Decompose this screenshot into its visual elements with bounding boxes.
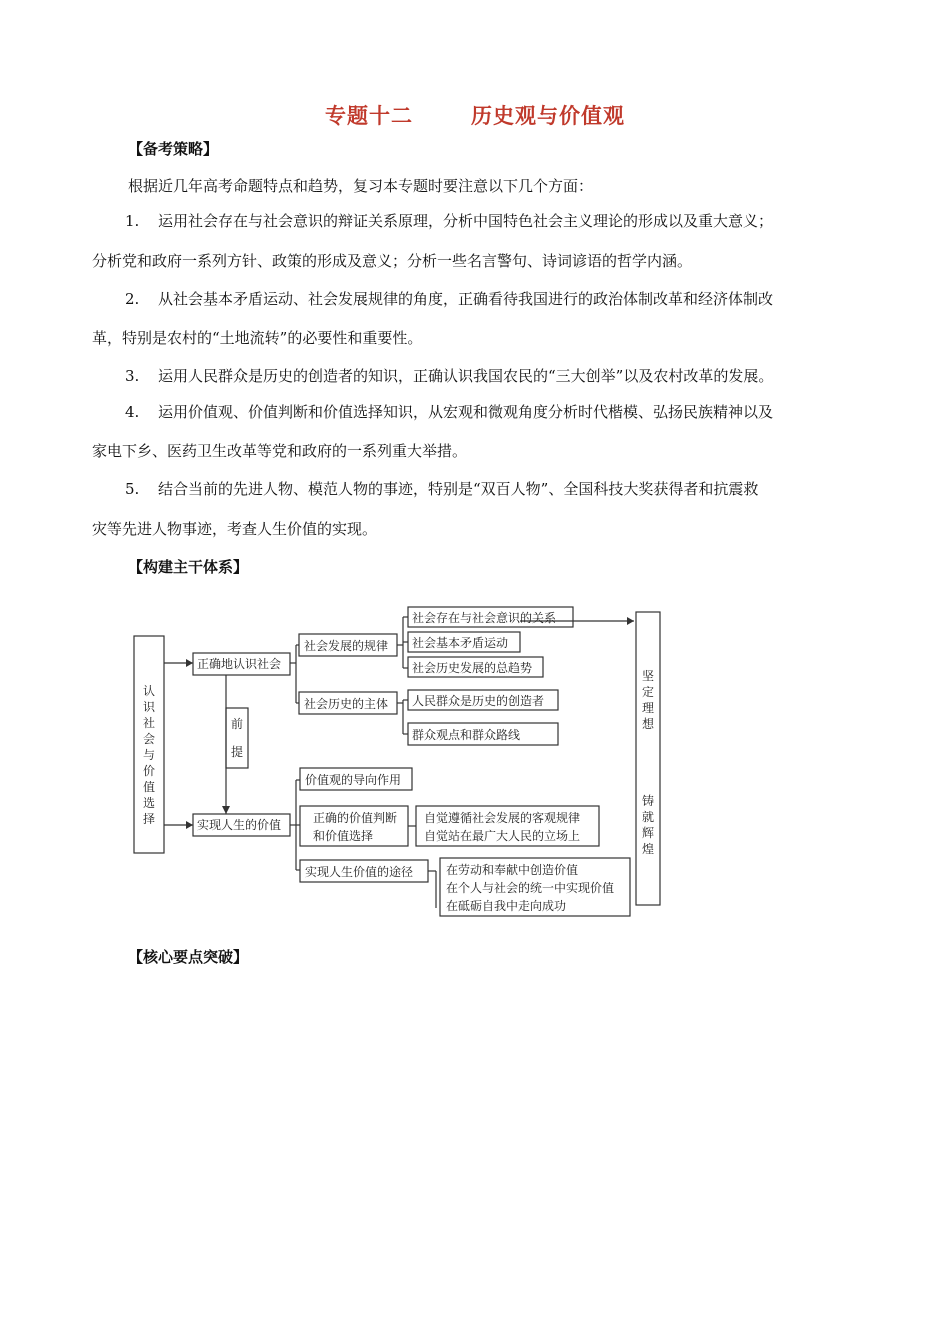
subject-label: 社会历史的主体 [304, 697, 389, 711]
left-char: 认 [142, 684, 156, 698]
item-text-continued: 革，特别是农村的“土地流转”的必要性和重要性。 [92, 329, 423, 347]
title-part-1: 专题十二 [325, 104, 413, 128]
left-char: 值 [142, 780, 156, 794]
law-item: 社会历史发展的总趋势 [412, 661, 533, 675]
item-text-continued: 分析党和政府一系列方针、政策的形成及意义；分析一些名言警句、诗词谚语的哲学内涵。 [92, 252, 693, 270]
item-number: 4. [125, 403, 140, 421]
item-number: 2. [125, 290, 140, 308]
item-number: 5. [125, 480, 140, 498]
right-char: 理 [641, 701, 655, 715]
right-char: 想 [641, 717, 655, 731]
know-society-label: 正确地认识社会 [197, 657, 282, 671]
guide-label: 价值观的导向作用 [305, 773, 402, 787]
item-text: 运用人民群众是历史的创造者的知识，正确认识我国农民的“三大创举”以及农村改革的发展。 [158, 367, 774, 385]
subject-item: 群众观点和群众路线 [412, 728, 521, 742]
item-text: 结合当前的先进人物、模范人物的事迹，特别是“双百人物”、全国科技大奖获得者和抗震救 [158, 480, 759, 498]
left-char: 识 [142, 700, 156, 714]
left-char: 社 [142, 716, 156, 730]
section-heading-core: 【核心要点突破】 [128, 948, 249, 966]
item-text-continued: 家电下乡、医药卫生改革等党和政府的一系列重大举措。 [92, 442, 468, 460]
right-char: 铸 [641, 794, 655, 808]
right-char: 定 [641, 685, 655, 699]
item-number: 1. [125, 212, 140, 230]
path-item: 在劳动和奉献中创造价值 [446, 863, 579, 877]
law-label: 社会发展的规律 [304, 639, 389, 653]
left-char: 选 [142, 796, 156, 810]
intro-paragraph: 根据近几年高考命题特点和趋势，复习本专题时要注意以下几个方面： [128, 177, 594, 195]
path-item: 在个人与社会的统一中实现价值 [446, 881, 615, 895]
law-item: 社会存在与社会意识的关系 [412, 611, 557, 625]
item-text: 从社会基本矛盾运动、社会发展规律的角度，正确看待我国进行的政治体制改革和经济体制改 [158, 290, 774, 308]
right-char: 辉 [641, 826, 655, 840]
realize-value-label: 实现人生的价值 [197, 818, 282, 832]
item-text: 运用价值观、价值判断和价值选择知识，从宏观和微观角度分析时代楷模、弘扬民族精神以及 [158, 403, 774, 421]
law-item: 社会基本矛盾运动 [412, 636, 509, 650]
premise-char: 提 [230, 745, 244, 759]
subject-item: 人民群众是历史的创造者 [412, 694, 545, 708]
judge-item: 自觉遵循社会发展的客观规律 [424, 811, 581, 825]
judge-label: 正确的价值判断 [313, 811, 398, 825]
left-char: 与 [142, 748, 156, 762]
right-char: 煌 [641, 842, 655, 856]
title-part-2: 历史观与价值观 [471, 104, 625, 128]
left-char: 会 [142, 732, 156, 746]
right-box [636, 612, 660, 905]
left-char: 择 [142, 812, 156, 826]
item-number: 3. [125, 367, 140, 385]
item-text: 运用社会存在与社会意识的辩证关系原理，分析中国特色社会主义理论的形成以及重大意义； [158, 212, 774, 230]
item-text-continued: 灾等先进人物事迹，考查人生价值的实现。 [92, 520, 378, 538]
section-heading-strategy: 【备考策略】 [128, 140, 219, 158]
judge-item: 自觉站在最广大人民的立场上 [424, 829, 581, 843]
right-char: 就 [641, 810, 655, 824]
right-char: 坚 [641, 669, 655, 683]
left-char: 价 [142, 764, 156, 778]
judge-label: 和价值选择 [313, 829, 374, 843]
path-label: 实现人生价值的途径 [305, 865, 414, 879]
path-item: 在砥砺自我中走向成功 [446, 899, 567, 913]
section-heading-framework: 【构建主干体系】 [128, 558, 249, 576]
premise-char: 前 [230, 717, 244, 731]
